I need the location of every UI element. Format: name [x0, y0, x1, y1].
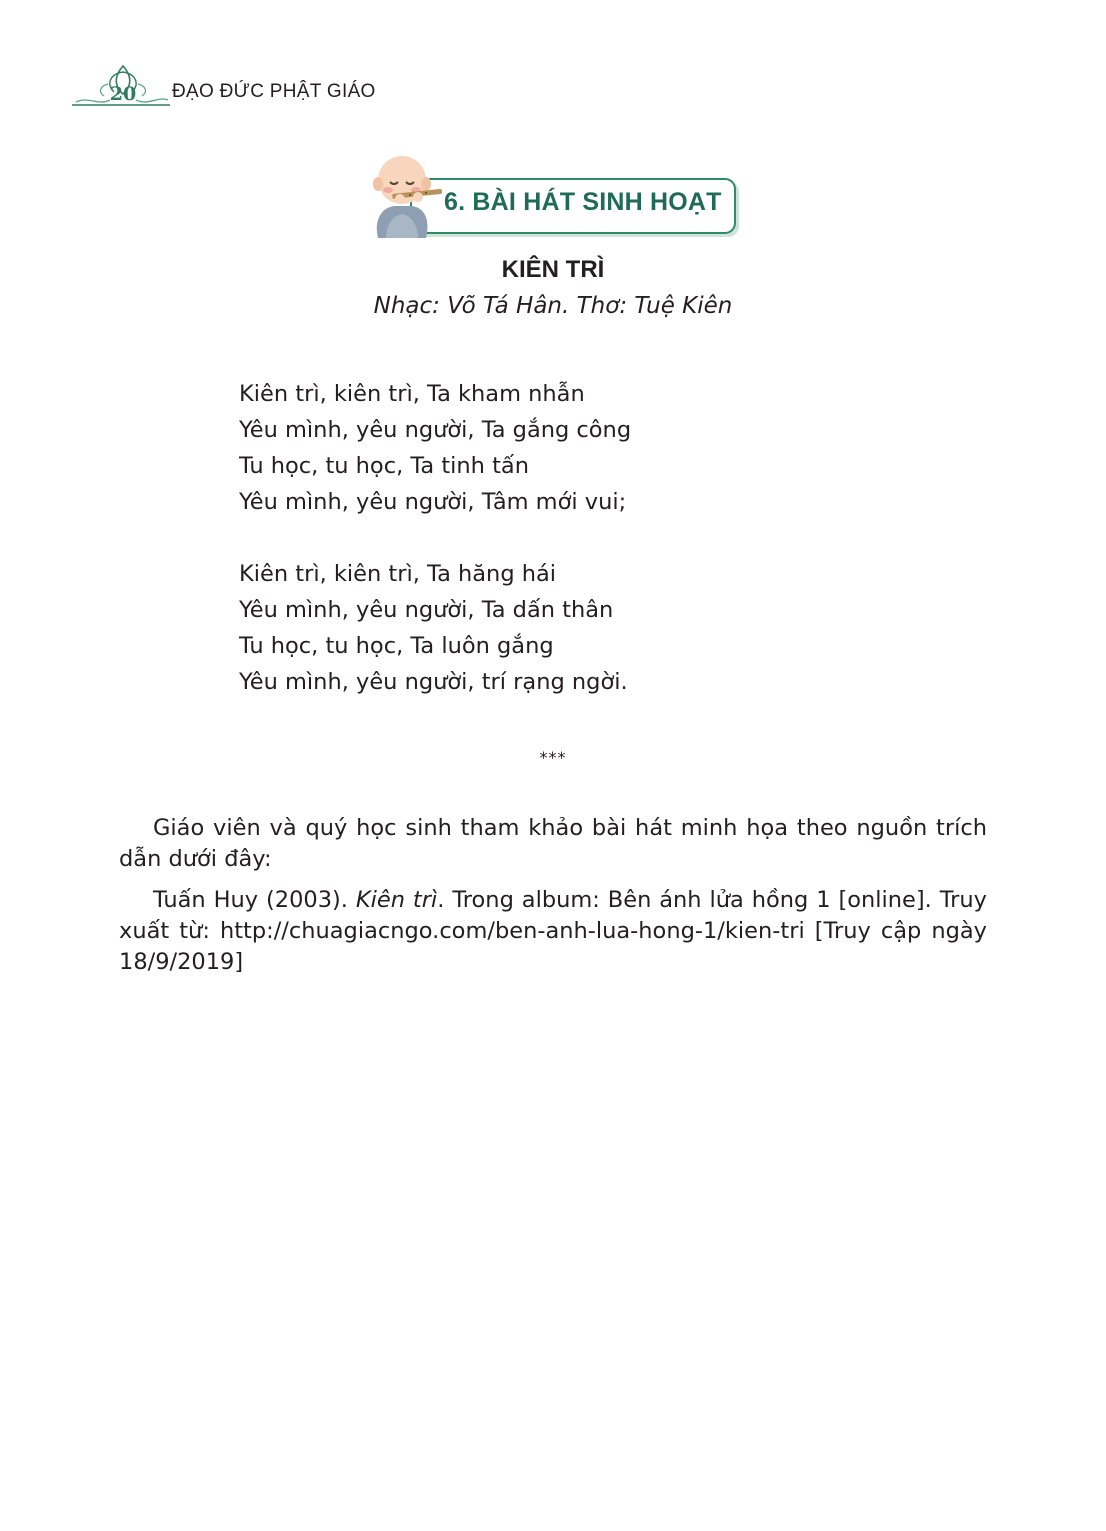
reference-paragraph — [119, 885, 987, 978]
monk-flute-illustration — [366, 152, 446, 244]
page-header — [70, 62, 390, 112]
lyric-line: Yêu mình, yêu người, Tâm mới vui; — [239, 489, 627, 515]
song-title: KIÊN TRÌ — [501, 256, 605, 283]
stanza — [239, 376, 939, 520]
section-title: 6. BÀI HÁT SINH HOẠT — [444, 188, 722, 216]
lyric-line: Tu học, tu học, Ta luôn gắng — [239, 633, 554, 659]
intro-paragraph — [119, 813, 987, 875]
running-title: ĐẠO ĐỨC PHẬT GIÁO — [172, 81, 376, 102]
reference-details: . Trong album: Bên ánh lửa hồng 1 [online]. Truy xuất từ: http://chuagiacngo.com/ben-anh-lua-hong-1/kien-tri [Truy cập ngày 18/9/2019] — [119, 886, 987, 975]
reference-author-year: Tuấn Huy (2003). — [153, 886, 356, 913]
section-badge — [366, 152, 738, 244]
intro-text: Giáo viên và quý học sinh tham khảo bài hát minh họa theo nguồn trích dẫn dưới đây: — [119, 814, 987, 872]
lyric-line: Yêu mình, yêu người, Ta dấn thân — [239, 597, 614, 623]
lyric-line: Kiên trì, kiên trì, Ta hăng hái — [239, 561, 557, 587]
stanza — [239, 556, 939, 700]
lyric-line: Tu học, tu học, Ta tinh tấn — [239, 453, 529, 479]
song-credit: Nhạc: Võ Tá Hân. Thơ: Tuệ Kiên — [373, 293, 733, 319]
page-number: 20 — [109, 83, 137, 105]
section-separator: *** — [539, 748, 567, 767]
lyric-line: Yêu mình, yêu người, trí rạng ngời. — [239, 669, 628, 695]
lyric-line: Yêu mình, yêu người, Ta gắng công — [239, 417, 632, 443]
reference-work-title: Kiên trì — [355, 886, 438, 913]
lyric-line: Kiên trì, kiên trì, Ta kham nhẫn — [239, 381, 585, 407]
